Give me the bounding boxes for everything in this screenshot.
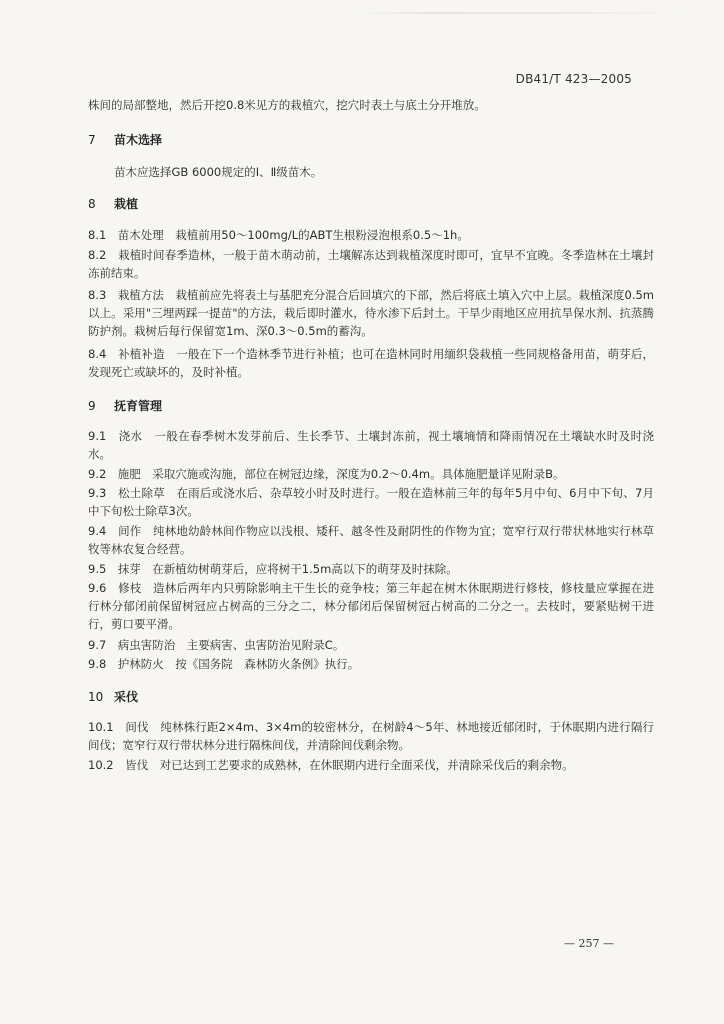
clause-8-3: 8.3 栽植方法 栽植前应先将表土与基肥充分混合后回填穴的下部，然后将底土填入穴中上层。栽植深度0.5m以上。采用"三埋两踩一提苗"的方法，栽后即时灌水，待水渗下后封土。干旱少雨地区应用抗旱保水剂、抗蒸腾防护剂。栽树后每行保留宽1m、深0.3～0.5m的蓄沟。 [88, 288, 654, 338]
clause-9-4: 9.4 间作 纯林地幼龄林间作物应以浅根、矮秆、越冬性及耐阴性的作物为宜；宽窄行双行带状林地实行林草牧等林农复合经营。 [88, 524, 654, 556]
clause-9-5: 9.5 抹芽 在新植幼树萌芽后，应将树干1.5m高以下的萌芽及时抹除。 [88, 562, 458, 576]
clause-8-4: 8.4 补植补造 一般在下一个造林季节进行补植；也可在造林同时用缅织袋栽植一些同规格备用苗，萌芽后，发现死亡或缺坏的，及时补植。 [88, 347, 654, 379]
clause-9-7: 9.7 病虫害防治 主要病害、虫害防治见附录C。 [88, 638, 345, 652]
clause-9-3: 9.3 松土除草 在雨后或浇水后、杂草较小时及时进行。一般在造林前三年的每年5月中旬、6月中下旬、7月中下旬松土除草3次。 [88, 486, 654, 518]
intro-line: 株间的局部整地，然后开挖0.8米见方的栽植穴，挖穴时表土与底土分开堆放。 [88, 98, 486, 112]
clause-10-1: 10.1 间伐 纯林株行距2×4m、3×4m的较密林分，在树龄4～5年、林地接近郁闭时，于休眠期内进行隔行间伐；宽窄行双行带状林分进行隔株间伐，并清除间伐剩余物。 [88, 720, 654, 752]
section-number: 8 [88, 197, 96, 211]
clause-8-2: 8.2 栽植时间春季造林，一般于苗木萌动前，土壤解冻达到栽植深度时即可，宜早不宜晚。冬季造林在土壤封冻前结束。 [88, 248, 654, 280]
section-7-text: 苗木应选择GB 6000规定的Ⅰ、Ⅱ级苗木。 [114, 165, 323, 179]
clause-9-1: 9.1 浇水 一般在春季树木发芽前后、生长季节、土壤封冻前，视土壤墒情和降雨情况在土壤缺水时及时浇水。 [88, 429, 654, 461]
clause-9-8: 9.8 护林防火 按《国务院 森林防火条例》执行。 [88, 657, 360, 671]
section-8-heading [88, 195, 138, 213]
section-number: 9 [88, 399, 96, 413]
section-9-heading [88, 397, 162, 415]
section-number: 10 [88, 690, 104, 704]
clause-10-2: 10.2 皆伐 对已达到工艺要求的成熟林，在休眠期内进行全面采伐，并清除采伐后的剩余物。 [88, 758, 574, 772]
section-title: 栽植 [114, 197, 139, 211]
clause-9-6: 9.6 修枝 造林后两年内只剪除影响主干生长的竞争枝；第三年起在树木休眠期进行修枝，修枝量应掌握在进行林分郁闭前保留树冠应占树高的三分之二，林分郁闭后保留树冠占树高的二分之一。去枝时，要紧贴树干进行，剪口要平滑。 [88, 581, 654, 631]
standard-code: DB41/T 423—2005 [515, 72, 632, 86]
scan-artifact [360, 12, 680, 14]
section-title: 采伐 [114, 690, 139, 704]
page-number: — 257 — [564, 937, 614, 950]
section-10-heading [88, 688, 138, 706]
section-number: 7 [88, 133, 96, 147]
clause-8-1: 8.1 苗木处理 栽植前用50～100mg/L的ABT生根粉浸泡根系0.5～1h。 [88, 228, 469, 242]
clause-9-2: 9.2 施肥 采取穴施或沟施，部位在树冠边缘，深度为0.2～0.4m。具体施肥量详见附录B。 [88, 467, 565, 481]
section-title: 苗木选择 [114, 133, 163, 147]
section-title: 抚育管理 [114, 399, 163, 413]
section-7-heading [88, 131, 162, 149]
